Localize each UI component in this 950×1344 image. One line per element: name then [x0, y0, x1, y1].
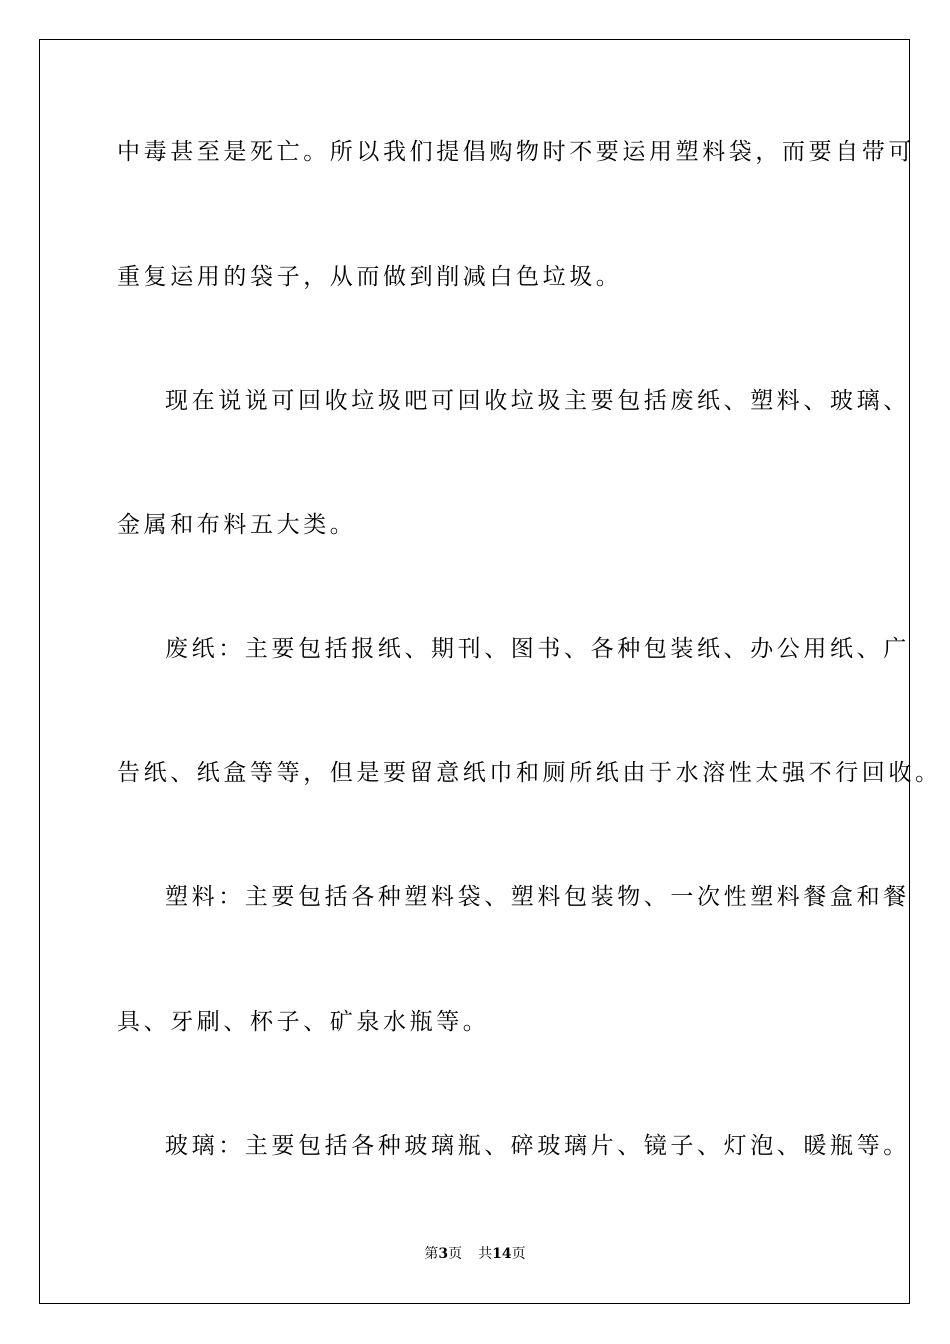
- body-line-8: 具、牙刷、杯子、矿泉水瓶等。: [117, 1009, 490, 1035]
- body-line-5: 废纸：主要包括报纸、期刊、图书、各种包装纸、办公用纸、广: [165, 636, 910, 662]
- body-line-1: 中毒甚至是死亡。所以我们提倡购物时不要运用塑料袋，而要自带可: [117, 139, 915, 165]
- body-line-4: 金属和布料五大类。: [117, 512, 357, 538]
- page-suffix: 页: [448, 1246, 463, 1262]
- page-number: 3: [438, 1246, 449, 1262]
- page-footer: [0, 1244, 950, 1264]
- body-line-3: 现在说说可回收垃圾吧可回收垃圾主要包括废纸、塑料、玻璃、: [165, 388, 910, 414]
- body-line-9: 玻璃：主要包括各种玻璃瓶、碎玻璃片、镜子、灯泡、暖瓶等。: [165, 1133, 910, 1159]
- body-line-2: 重复运用的袋子，从而做到削减白色垃圾。: [117, 264, 623, 290]
- page-prefix: 第: [424, 1246, 439, 1262]
- document-page: [39, 39, 910, 1304]
- body-line-7: 塑料：主要包括各种塑料袋、塑料包装物、一次性塑料餐盒和餐: [165, 884, 910, 910]
- total-prefix: 共: [478, 1246, 493, 1262]
- total-pages: 14: [492, 1246, 512, 1262]
- total-suffix: 页: [511, 1246, 526, 1262]
- body-line-6: 告纸、纸盒等等，但是要留意纸巾和厕所纸由于水溶性太强不行回收。: [117, 760, 942, 786]
